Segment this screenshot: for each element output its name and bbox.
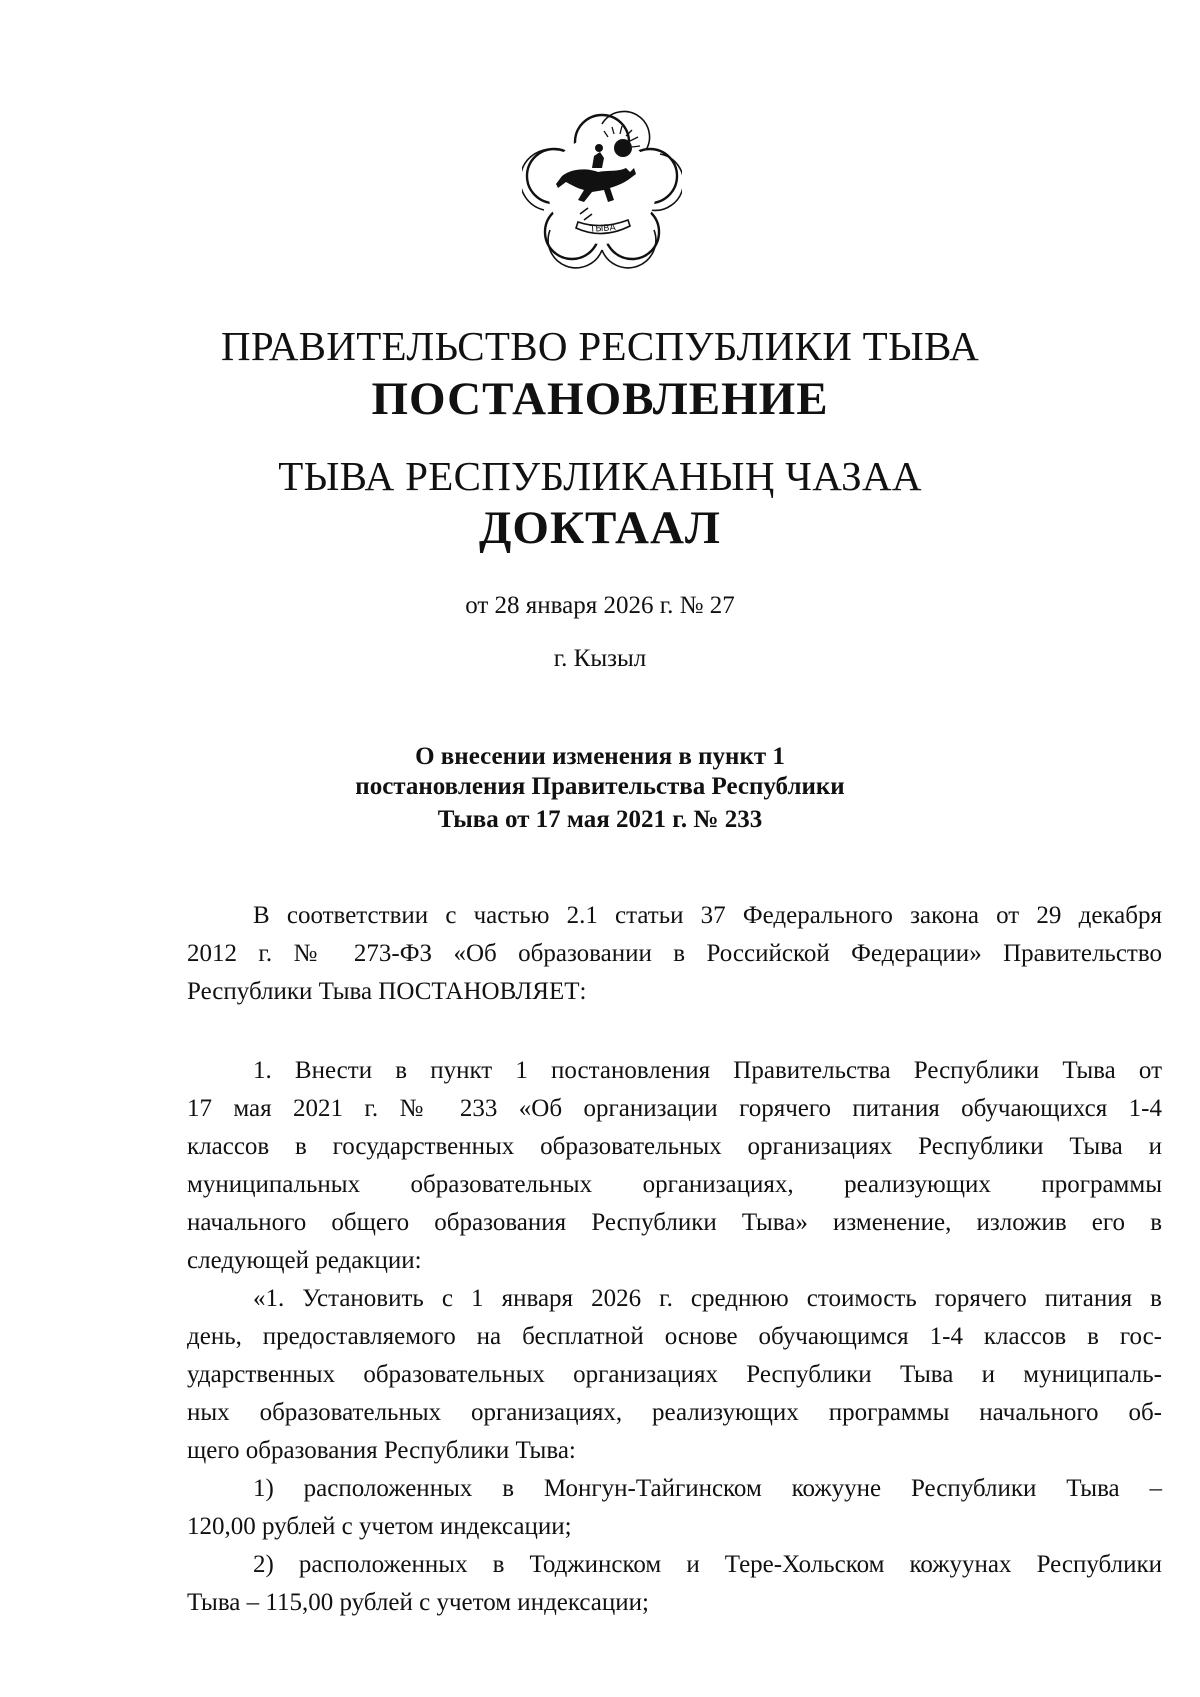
paragraph-line: В соответствии с частью 2.1 статьи 37 Федерального закона от 29 декабря <box>253 902 1162 929</box>
document-title-line: Тыва от 17 мая 2021 г. № 233 <box>437 806 763 833</box>
paragraph-line: 1. Внести в пункт 1 постановления Правительства Республики Тыва от <box>253 1057 1162 1084</box>
paragraph-line: ных образовательных организациях, реализующих программы начального об- <box>187 1399 1162 1426</box>
list-item-line: 120,00 рублей с учетом индексации; <box>187 1513 572 1540</box>
paragraph-line: 17 мая 2021 г. № 233 «Об организации горячего питания обучающихся 1-4 <box>187 1095 1162 1122</box>
document-title-line: постановления Правительства Республики <box>355 773 845 800</box>
svg-text:ТЫВА: ТЫВА <box>589 223 617 235</box>
list-item-line: 2) расположенных в Тоджинском и Тере-Хольском кожуунах Республики <box>253 1551 1162 1578</box>
tuva-coat-of-arms-icon <box>522 110 682 270</box>
paragraph-line: классов в государственных образовательных организациях Республики Тыва и <box>187 1133 1162 1160</box>
government-name-tv: ТЫВА РЕСПУБЛИКАНЫҢ ЧАЗАА <box>278 453 922 499</box>
government-name-ru: ПРАВИТЕЛЬСТВО РЕСПУБЛИКИ ТЫВА <box>220 323 980 369</box>
paragraph-line: щего образования Республики Тыва: <box>187 1437 576 1464</box>
document-date-number: от 28 января 2026 г. № 27 <box>465 592 735 619</box>
paragraph-line: день, предоставляемого на бесплатной основе обучающимся 1-4 классов в гос- <box>187 1323 1162 1350</box>
list-item-line: 1) расположенных в Монгун-Тайгинском кожууне Республики Тыва – <box>253 1475 1162 1502</box>
document-type-ru: ПОСТАНОВЛЕНИЕ <box>371 373 829 425</box>
paragraph-line: Республики Тыва ПОСТАНОВЛЯЕТ: <box>187 978 587 1005</box>
document-city: г. Кызыл <box>553 645 647 672</box>
paragraph-line: следующей редакции: <box>187 1247 422 1274</box>
document-type-tv: ДОКТААЛ <box>479 502 721 554</box>
document-title-line: О внесении изменения в пункт 1 <box>415 743 785 770</box>
paragraph-line: ударственных образовательных организациях Республики Тыва и муниципаль- <box>187 1361 1162 1388</box>
paragraph-line: 2012 г. № 273-ФЗ «Об образовании в Российской Федерации» Правительство <box>187 940 1162 967</box>
paragraph-line: начального общего образования Республики Тыва» изменение, изложив его в <box>187 1209 1162 1236</box>
paragraph-line: муниципальных образовательных организациях, реализующих программы <box>187 1171 1162 1198</box>
paragraph-line: «1. Установить с 1 января 2026 г. среднюю стоимость горячего питания в <box>253 1285 1162 1312</box>
list-item-line: Тыва – 115,00 рублей с учетом индексации; <box>187 1589 649 1616</box>
